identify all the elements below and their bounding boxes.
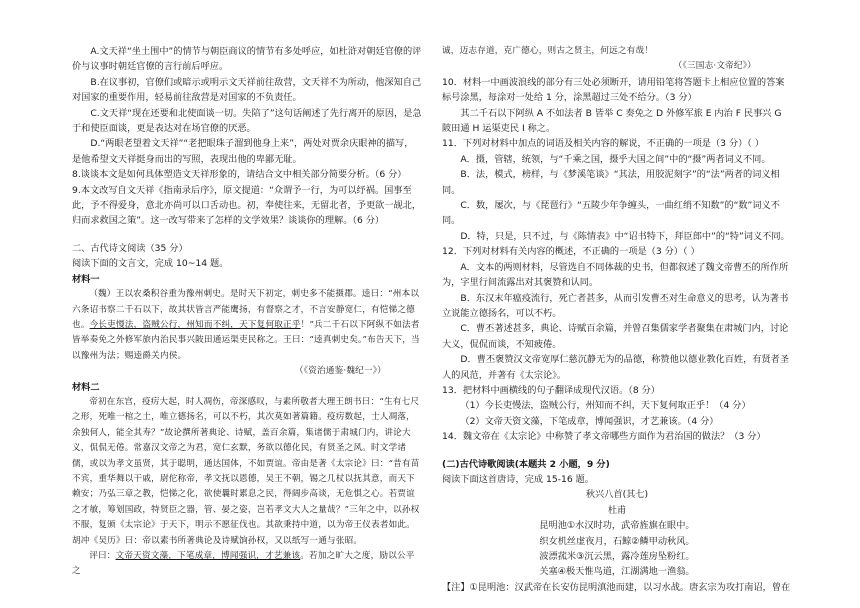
material-1-text <box>72 287 422 364</box>
poem-note: 【注】①昆明池：汉武帝在长安仿昆明滇池而建，以习水战。唐玄宗为攻打南诏，曾在 <box>442 581 791 593</box>
poem-section-heading: (二)古代诗歌阅读(本题共 2 小题，9 分) <box>442 458 610 470</box>
right-column <box>442 44 792 595</box>
poem-line: 昆明池①水汉时功，武帝旌旗在眼中。 <box>539 520 695 532</box>
poem-line: 织女机丝虚夜月，石鲸②鳞甲动秋风。 <box>539 535 695 547</box>
material-2-title: 材料二 <box>72 381 100 393</box>
q12-option-b: B．东汉末年瘟疫流行，死亡者甚多，从而引发曹丕对生命意义的思考，认为著书立说能立德扬名，可以不朽。 <box>442 292 789 319</box>
question-11: 11．下列对材料中加点的词语及相关内容的解说，不正确的一项是（3 分）（ ） <box>442 138 764 150</box>
question-10: 10．材料一中画波浪线的部分有三处必须断开，请用铅笔将答题卡上相应位置的答案标号涂黑，每涂对一处给 1 分，涂黑超过三处不给分。（3 分） <box>442 76 785 104</box>
question-9: 9.本文改写自文天祥《指南录后序》，原文提道：“众谓予一行，为可以纾祸。国事至此，予不得爱身，意北亦尚可以口舌动也。初，奉使往来，无留北者，予更欲一觇北，归而求救国之策”。这一改写带来了怎样的文学效果？谈谈你的理解。（6 分） <box>72 184 422 227</box>
question-10-text: 其二千石以下阿纵 A 不如法者 B 皆举 C 奏免之 D 外修军旅 E 内治 F 民事兴 G 陂田通 H 运渠吏民 I 称之。 <box>442 107 782 135</box>
material-2-continuation: 诚，迈志存道，克广德心，则古之贤主，何远之有哉！ <box>442 46 654 56</box>
material-1-text-b: ！”兵二千石以下阿纵不如法者皆举奏免之外修军旅内治民事兴陂田通运渠吏民称之。王曰：“逵真刺史矣。”布告天下，当以豫州为法；赐逵爵关内侯。 <box>72 319 420 361</box>
material-2-text: 帝初在东宫，疫疠大起，时人凋伤，帝深感叹，与素所敬者大理王朗书曰：“生有七尺之形，死唯一棺之土，唯立德扬名，可以不朽，其次莫如著篇籍。疫疠数起，士人凋落，余独何人，能全其寿？”故论撰所著典论、诗赋，盖百余篇，集诸儒于肃城门内，讲论大义，侃侃无倦。常嘉汉文帝之为君，宽仁玄默，务欲以德化民，有贤圣之风。时文学诸儒，或以为孝文虽贤，其于聪明，通达国体，不如贾谊。帝由是著《太宗论》曰：“昔有苗不宾，重华舞以干戚，尉佗称帝，孝文抚以恩德，吴王不朝，锡之几杖以抚其意，而天下赖安；乃弘三章之教，恺悌之化，欲使曩时累息之民，得阔步高谈，无危惧之心。若贾谊之才敏，筹划国政，特贤臣之器，管、晏之姿，岂若孝文大人之量哉？”三年之中，以孙权不服，复颁《太宗论》于天下，明示不愿征伐也。其欲秉持中道，以为帝王仪表者如此。胡冲《吴历》曰：帝以素书所著典论及诗赋饷孙权，又以纸写一通与张昭。 <box>72 396 420 546</box>
question-14: 14．魏文帝在《太宗论》中称赞了孝文帝哪些方面作为君治国的做法？（3 分） <box>442 431 766 443</box>
question-12: 12．下列对材料有关内容的概述，不正确的一项是（3 分）（ ） <box>442 246 700 258</box>
question-13-2: （2）文帝天资文藻，下笔成章，博闻强识，才艺兼该。（4 分） <box>460 415 719 427</box>
section-2-heading: 二、古代诗文阅读（35 分） <box>72 242 188 254</box>
subsection-instruction: 阅读下面的文言文，完成 10~14 题。 <box>72 258 229 270</box>
q12-option-a: A．文本的两则材料，尽管选自不同体裁的史书，但都叙述了魏文帝曹丕的所作所为，字里行间流露出对其褒赞和认同。 <box>442 261 789 289</box>
poem-author: 杜甫 <box>607 504 627 516</box>
material-2-source: （《三国志·文帝纪》） <box>673 61 756 72</box>
material-1-source: （《资治通鉴·魏纪一》） <box>294 366 386 377</box>
comment-a: 评曰： <box>89 551 116 561</box>
comment-underlined: 文帝天资文藻，下笔成章，博闻强识，才艺兼该 <box>115 551 301 561</box>
material-1-underlined: 今长吏慢法，盗贼公行，州知而不纠，天下复何取正乎 <box>89 319 301 330</box>
q12-option-c: C．曹丕著述甚多，典论、诗赋百余篇，并曾召集儒家学者聚集在肃城门内，讨论大义，侃侃而谈，不知疲倦。 <box>442 323 789 350</box>
q11-option-c: C．数，屡次，与《琵琶行》“五陵少年争缠头，一曲红绡不知数”的“数”词义不同。 <box>442 200 780 227</box>
q11-option-b: B．法，模式，榜样，与《梦溪笔谈》“其法，用胶泥刻字”的“法”两者的词义相同。 <box>442 169 780 196</box>
q8-option-b: B.在议事初，官僚们或暗示或明示文天祥前往敌营，文天祥不为所动，他深知自己对国家的重要作用，轻易前往敌营是对国家的不负责任。 <box>72 76 422 104</box>
material-1-title: 材料一 <box>72 273 100 285</box>
question-8: 8.谈谈本文是如何具体塑造文天祥形象的，请结合文中相关部分简要分析。（6 分） <box>72 169 407 181</box>
q12-option-d: D．曹丕褒赞汉文帝宽厚仁慈沉静无为的品德，称赞他以德业教化百姓，有贤者圣人的风范，并著有《太宗论》。 <box>442 354 790 381</box>
q11-option-a: A．摄，管辖，统领，与“千乘之国，摄乎大国之间”中的“摄”两者词义不同。 <box>460 153 771 165</box>
poem-line: 波漂菰米③沉云黑，露冷莲房坠粉红。 <box>539 551 695 562</box>
question-13-1: （1）今长吏慢法，盗贼公行，州知而不纠，天下复何取正乎！（4 分） <box>460 400 751 412</box>
material-1-text-a: （魏）王以农桑积谷重为豫州刺史。是时天下初定，刺史多不能摄郡。逵曰：“州本以六条诏书察二千石以下，故其状皆言严能鹰扬，有督察之才，不言安静宽仁，有恺悌之德也。 <box>72 289 420 330</box>
poem-instruction: 阅读下面这首唐诗，完成 15-16 题。 <box>442 473 594 485</box>
comment-b: 。若加之旷大之度，励以公平之 <box>72 551 415 577</box>
poem-line: 关塞④极天惟鸟道，江湖满地一渔翁。 <box>539 566 695 578</box>
q8-option-d: D.“两眼老望着文天祥”“老把眼珠子溜到他身上来”，两处对贾余庆眼神的描写，是他希望文天祥挺身而出的写照，表现出他的卑鄙无耻。 <box>72 138 414 165</box>
left-column <box>72 44 422 580</box>
question-13: 13．把材料中画横线的句子翻译成现代汉语。（8 分） <box>442 384 660 396</box>
poem-title: 秋兴八首(其七) <box>585 489 649 501</box>
q8-option-a: A.文天祥“坐土围中”的情节与朝臣商议的情节有多处呼应，如杜浒对朝廷官僚的评价与议事时朝廷官僚的言行前后呼应。 <box>72 46 422 73</box>
material-2-comment <box>72 549 422 580</box>
q11-option-d: D．特，只是，只不过，与《陈情表》中“诏书特下，拜臣郎中”的“特”词义不同。 <box>460 230 790 242</box>
q8-option-c: C.文天祥“现在还要和北使面谈一切。失陪了”这句话阐述了先行离开的原因，是急于和使臣面谈，更是表达对在场官僚的厌恶。 <box>72 107 422 135</box>
